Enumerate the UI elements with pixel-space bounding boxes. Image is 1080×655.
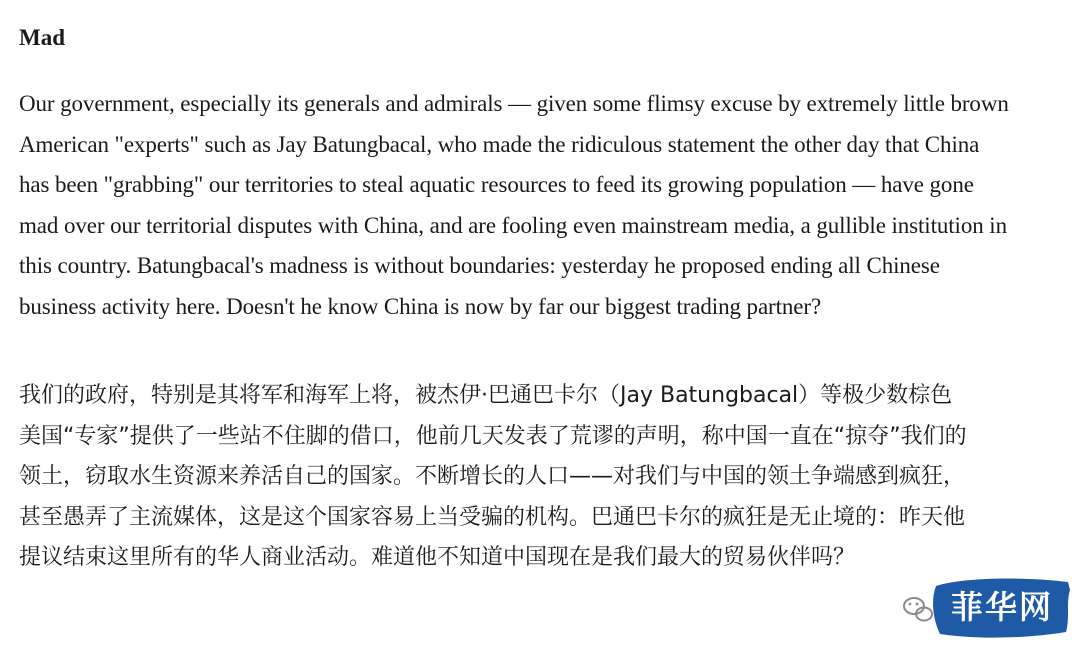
watermark-logo (900, 572, 1072, 644)
article-paragraph-english: Our government, especially its generals and admirals — given some flimsy excuse by extremely little brown American "experts" such as Jay Batungbacal, who made the ridiculous statement the other day that China has been "grabbing" our territories to steal aquatic resources to feed its growing population — have gone mad over our territorial disputes with China, and are fooling even mainstream media, a gullible institution in this country. Batungbacal's madness is without boundaries: yesterday he proposed ending all Chinese business activity here. Doesn't he know China is now by far our biggest trading partner? (19, 91, 1009, 319)
article-heading: Mad (19, 25, 65, 50)
article-paragraph-chinese: 我们的政府，特别是其将军和海军上将，被杰伊·巴通巴卡尔（Jay Batungbacal）等极少数棕色美国“专家”提供了一些站不住脚的借口，他前几天发表了荒谬的声明，称中国一直在“掠夺”我们的领土，窃取水生资源来养活自己的国家。不断增长的人口——对我们与中国的领土争端感到疯狂，甚至愚弄了主流媒体，这是这个国家容易上当受骗的机构。巴通巴卡尔的疯狂是无止境的：昨天他提议结束这里所有的华人商业活动。难道他不知道中国现在是我们最大的贸易伙伴吗？ (19, 383, 967, 571)
watermark-text: 菲华网 (950, 588, 1053, 626)
